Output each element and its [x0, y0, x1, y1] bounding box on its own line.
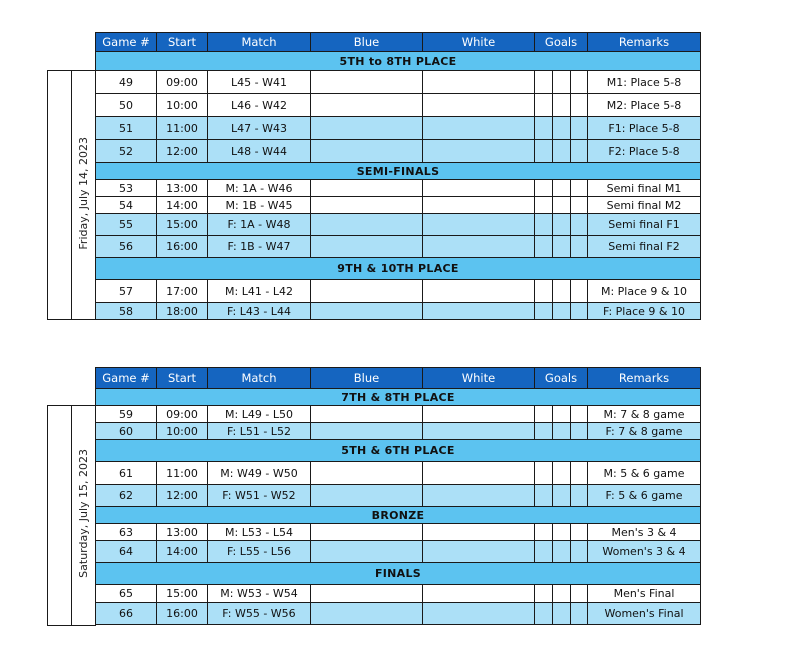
white-team: [423, 280, 535, 303]
goals-sep: [553, 140, 571, 163]
day-date: Friday, July 14, 2023: [72, 71, 96, 320]
header-goals: Goals: [535, 368, 588, 389]
white-team: [423, 585, 535, 603]
header-game: Game #: [96, 368, 157, 389]
remarks: F: Place 9 & 10: [588, 303, 701, 320]
blue-team: [311, 603, 423, 625]
game-row: [48, 303, 701, 320]
game-number: 54: [96, 197, 157, 214]
match: F: L43 - L44: [208, 303, 311, 320]
goals-blue: [535, 197, 553, 214]
white-team: [423, 541, 535, 563]
match: L45 - W41: [208, 71, 311, 94]
goals-blue: [535, 485, 553, 507]
section-title: BRONZE: [96, 507, 701, 524]
white-team: [423, 197, 535, 214]
section-title: 5TH & 6TH PLACE: [96, 440, 701, 462]
white-team: [423, 94, 535, 117]
goals-sep: [553, 585, 571, 603]
section-title: FINALS: [96, 563, 701, 585]
white-team: [423, 406, 535, 423]
spacer: [48, 389, 72, 406]
blue-team: [311, 117, 423, 140]
blue-team: [311, 280, 423, 303]
goals-sep: [553, 214, 571, 236]
game-row: [48, 140, 701, 163]
blue-team: [311, 303, 423, 320]
start-time: 13:00: [157, 524, 208, 541]
game-number: 65: [96, 585, 157, 603]
game-row: [48, 197, 701, 214]
match: M: 1B - W45: [208, 197, 311, 214]
header-corner: [48, 368, 72, 389]
blue-team: [311, 71, 423, 94]
goals-sep: [553, 603, 571, 625]
start-time: 11:00: [157, 117, 208, 140]
game-row: [48, 180, 701, 197]
game-number: 63: [96, 524, 157, 541]
header-white: White: [423, 368, 535, 389]
match: F: 1A - W48: [208, 214, 311, 236]
goals-white: [571, 197, 588, 214]
white-team: [423, 71, 535, 94]
remarks: Semi final M1: [588, 180, 701, 197]
match: M: L41 - L42: [208, 280, 311, 303]
match: M: W49 - W50: [208, 462, 311, 485]
match: L46 - W42: [208, 94, 311, 117]
goals-white: [571, 423, 588, 440]
white-team: [423, 462, 535, 485]
section-row: [48, 440, 701, 462]
goals-blue: [535, 541, 553, 563]
start-time: 14:00: [157, 197, 208, 214]
header-match: Match: [208, 33, 311, 52]
match: F: L51 - L52: [208, 423, 311, 440]
goals-sep: [553, 524, 571, 541]
remarks: Men's Final: [588, 585, 701, 603]
game-number: 58: [96, 303, 157, 320]
goals-white: [571, 462, 588, 485]
white-team: [423, 303, 535, 320]
remarks: Semi final F1: [588, 214, 701, 236]
start-time: 16:00: [157, 236, 208, 258]
blue-team: [311, 94, 423, 117]
game-row: [48, 462, 701, 485]
header-remarks: Remarks: [588, 33, 701, 52]
day-6-schedule-table: [47, 32, 701, 320]
goals-sep: [553, 94, 571, 117]
game-row: [48, 585, 701, 603]
match: M: 1A - W46: [208, 180, 311, 197]
remarks: Women's Final: [588, 603, 701, 625]
remarks: Semi final F2: [588, 236, 701, 258]
goals-white: [571, 303, 588, 320]
blue-team: [311, 462, 423, 485]
game-number: 55: [96, 214, 157, 236]
game-row: [48, 485, 701, 507]
match: M: L53 - L54: [208, 524, 311, 541]
header-corner: [48, 33, 72, 52]
game-number: 64: [96, 541, 157, 563]
game-number: 60: [96, 423, 157, 440]
header-start: Start: [157, 368, 208, 389]
goals-sep: [553, 541, 571, 563]
goals-sep: [553, 406, 571, 423]
goals-sep: [553, 280, 571, 303]
remarks: F: 7 & 8 game: [588, 423, 701, 440]
white-team: [423, 214, 535, 236]
blue-team: [311, 406, 423, 423]
spacer: [48, 52, 72, 71]
spacer: [72, 52, 96, 71]
goals-white: [571, 603, 588, 625]
goals-blue: [535, 236, 553, 258]
start-time: 11:00: [157, 462, 208, 485]
section-row: [48, 258, 701, 280]
day-date: Saturday, July 15, 2023: [72, 406, 96, 626]
match: M: L49 - L50: [208, 406, 311, 423]
match: F: W55 - W56: [208, 603, 311, 625]
spacer: [72, 389, 96, 406]
goals-blue: [535, 423, 553, 440]
game-number: 50: [96, 94, 157, 117]
goals-blue: [535, 140, 553, 163]
remarks: F2: Place 5-8: [588, 140, 701, 163]
goals-sep: [553, 180, 571, 197]
game-row: [48, 236, 701, 258]
game-row: [48, 117, 701, 140]
goals-blue: [535, 603, 553, 625]
goals-blue: [535, 214, 553, 236]
goals-blue: [535, 180, 553, 197]
section-row: [48, 389, 701, 406]
header-match: Match: [208, 368, 311, 389]
goals-sep: [553, 197, 571, 214]
blue-team: [311, 485, 423, 507]
game-row: [48, 280, 701, 303]
header-corner: [72, 33, 96, 52]
section-title: 5TH to 8TH PLACE: [96, 52, 701, 71]
goals-sep: [553, 485, 571, 507]
start-time: 17:00: [157, 280, 208, 303]
game-number: 59: [96, 406, 157, 423]
start-time: 13:00: [157, 180, 208, 197]
goals-blue: [535, 94, 553, 117]
section-title: 9TH & 10TH PLACE: [96, 258, 701, 280]
goals-white: [571, 117, 588, 140]
game-number: 51: [96, 117, 157, 140]
header-remarks: Remarks: [588, 368, 701, 389]
start-time: 12:00: [157, 140, 208, 163]
game-row: [48, 214, 701, 236]
goals-white: [571, 94, 588, 117]
goals-blue: [535, 524, 553, 541]
remarks: M: Place 9 & 10: [588, 280, 701, 303]
header-corner: [72, 368, 96, 389]
goals-blue: [535, 462, 553, 485]
header-start: Start: [157, 33, 208, 52]
start-time: 18:00: [157, 303, 208, 320]
match: F: L55 - L56: [208, 541, 311, 563]
remarks: Women's 3 & 4: [588, 541, 701, 563]
goals-blue: [535, 585, 553, 603]
match: M: W53 - W54: [208, 585, 311, 603]
start-time: 16:00: [157, 603, 208, 625]
blue-team: [311, 541, 423, 563]
game-number: 57: [96, 280, 157, 303]
goals-sep: [553, 423, 571, 440]
goals-sep: [553, 303, 571, 320]
header-blue: Blue: [311, 368, 423, 389]
white-team: [423, 524, 535, 541]
remarks: F1: Place 5-8: [588, 117, 701, 140]
day-7-schedule-table: [47, 367, 701, 626]
game-number: 62: [96, 485, 157, 507]
remarks: M: 5 & 6 game: [588, 462, 701, 485]
white-team: [423, 117, 535, 140]
match: L48 - W44: [208, 140, 311, 163]
game-number: 66: [96, 603, 157, 625]
start-time: 10:00: [157, 94, 208, 117]
blue-team: [311, 423, 423, 440]
goals-blue: [535, 117, 553, 140]
day-label: Day 6: [48, 71, 72, 320]
goals-white: [571, 485, 588, 507]
match: F: W51 - W52: [208, 485, 311, 507]
game-row: [48, 71, 701, 94]
goals-white: [571, 280, 588, 303]
header-row: [48, 368, 701, 389]
goals-sep: [553, 236, 571, 258]
game-row: [48, 94, 701, 117]
goals-white: [571, 236, 588, 258]
match: F: 1B - W47: [208, 236, 311, 258]
section-title: 7TH & 8TH PLACE: [96, 389, 701, 406]
start-time: 12:00: [157, 485, 208, 507]
header-goals: Goals: [535, 33, 588, 52]
white-team: [423, 603, 535, 625]
game-row: [48, 406, 701, 423]
remarks: M1: Place 5-8: [588, 71, 701, 94]
goals-white: [571, 524, 588, 541]
start-time: 15:00: [157, 214, 208, 236]
goals-white: [571, 406, 588, 423]
header-blue: Blue: [311, 33, 423, 52]
white-team: [423, 140, 535, 163]
header-row: [48, 33, 701, 52]
blue-team: [311, 585, 423, 603]
remarks: M2: Place 5-8: [588, 94, 701, 117]
remarks: F: 5 & 6 game: [588, 485, 701, 507]
remarks: Semi final M2: [588, 197, 701, 214]
game-row: [48, 524, 701, 541]
game-row: [48, 541, 701, 563]
blue-team: [311, 197, 423, 214]
start-time: 15:00: [157, 585, 208, 603]
section-row: [48, 163, 701, 180]
white-team: [423, 236, 535, 258]
day-label: Day 7: [48, 406, 72, 626]
goals-blue: [535, 406, 553, 423]
game-row: [48, 603, 701, 625]
goals-blue: [535, 303, 553, 320]
white-team: [423, 485, 535, 507]
section-row: [48, 507, 701, 524]
goals-blue: [535, 71, 553, 94]
match: L47 - W43: [208, 117, 311, 140]
remarks: Men's 3 & 4: [588, 524, 701, 541]
white-team: [423, 423, 535, 440]
white-team: [423, 180, 535, 197]
game-number: 49: [96, 71, 157, 94]
game-number: 61: [96, 462, 157, 485]
start-time: 09:00: [157, 71, 208, 94]
goals-sep: [553, 462, 571, 485]
blue-team: [311, 140, 423, 163]
game-number: 53: [96, 180, 157, 197]
game-number: 52: [96, 140, 157, 163]
game-number: 56: [96, 236, 157, 258]
blue-team: [311, 524, 423, 541]
start-time: 09:00: [157, 406, 208, 423]
blue-team: [311, 236, 423, 258]
goals-white: [571, 541, 588, 563]
goals-white: [571, 71, 588, 94]
section-title: SEMI-FINALS: [96, 163, 701, 180]
goals-sep: [553, 71, 571, 94]
header-game: Game #: [96, 33, 157, 52]
start-time: 10:00: [157, 423, 208, 440]
start-time: 14:00: [157, 541, 208, 563]
goals-sep: [553, 117, 571, 140]
section-row: [48, 563, 701, 585]
goals-white: [571, 180, 588, 197]
game-row: [48, 423, 701, 440]
goals-white: [571, 140, 588, 163]
blue-team: [311, 214, 423, 236]
header-white: White: [423, 33, 535, 52]
goals-blue: [535, 280, 553, 303]
goals-white: [571, 585, 588, 603]
remarks: M: 7 & 8 game: [588, 406, 701, 423]
section-row: [48, 52, 701, 71]
goals-white: [571, 214, 588, 236]
blue-team: [311, 180, 423, 197]
